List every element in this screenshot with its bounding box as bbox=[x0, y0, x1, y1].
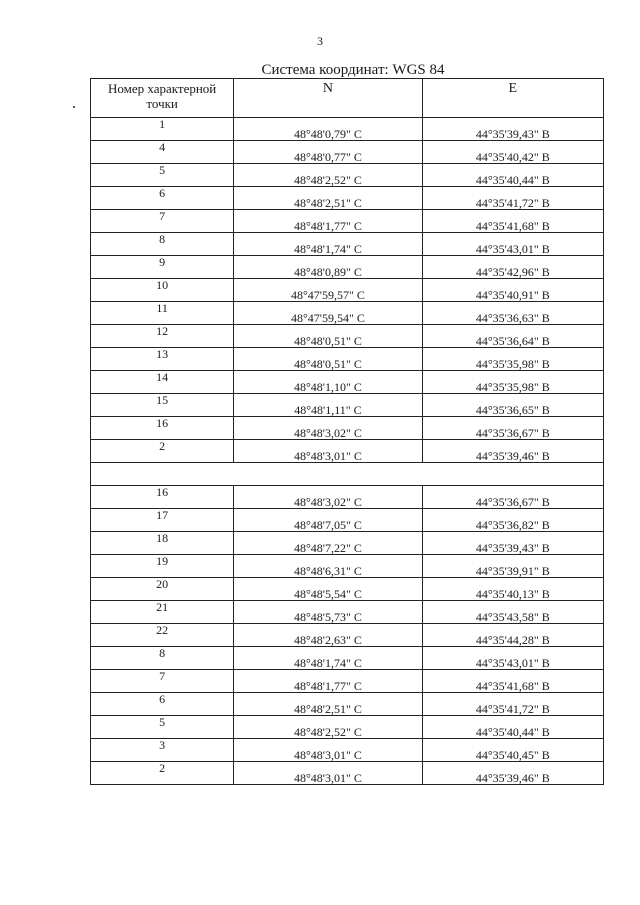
table-row bbox=[91, 187, 604, 210]
e-coordinate-cell: 44°35'36,82" В bbox=[422, 509, 603, 532]
point-number-cell: 8 bbox=[91, 647, 234, 670]
table-row bbox=[91, 164, 604, 187]
section-separator-row bbox=[91, 463, 604, 486]
e-coordinate-cell: 44°35'39,46" В bbox=[422, 440, 603, 463]
n-coordinate-cell: 48°48'1,77" С bbox=[234, 210, 422, 233]
n-coordinate-cell: 48°48'0,51" С bbox=[234, 348, 422, 371]
n-coordinate-cell: 48°48'2,52" С bbox=[234, 164, 422, 187]
point-number-cell: 14 bbox=[91, 371, 234, 394]
point-number-cell: 12 bbox=[91, 325, 234, 348]
table-row bbox=[91, 440, 604, 463]
point-number-cell: 22 bbox=[91, 624, 234, 647]
point-number-cell: 18 bbox=[91, 532, 234, 555]
n-coordinate-cell: 48°48'1,74" С bbox=[234, 647, 422, 670]
table-row bbox=[91, 417, 604, 440]
point-number-cell: 3 bbox=[91, 739, 234, 762]
e-coordinate-cell: 44°35'40,91" В bbox=[422, 279, 603, 302]
n-coordinate-cell: 48°48'7,22" С bbox=[234, 532, 422, 555]
table-row bbox=[91, 118, 604, 141]
table-row bbox=[91, 509, 604, 532]
e-coordinate-cell: 44°35'41,68" В bbox=[422, 210, 603, 233]
point-number-cell: 7 bbox=[91, 210, 234, 233]
e-coordinate-cell: 44°35'41,72" В bbox=[422, 187, 603, 210]
n-coordinate-cell: 48°48'0,79" С bbox=[234, 118, 422, 141]
n-coordinate-cell: 48°48'3,01" С bbox=[234, 762, 422, 785]
table-row bbox=[91, 624, 604, 647]
n-coordinate-cell: 48°48'2,63" С bbox=[234, 624, 422, 647]
n-coordinate-cell: 48°48'0,51" С bbox=[234, 325, 422, 348]
point-number-cell: 16 bbox=[91, 486, 234, 509]
table-row bbox=[91, 325, 604, 348]
table-row bbox=[91, 647, 604, 670]
n-coordinate-cell: 48°48'2,51" С bbox=[234, 187, 422, 210]
point-number-cell: 21 bbox=[91, 601, 234, 624]
n-coordinate-cell: 48°48'2,51" С bbox=[234, 693, 422, 716]
table-row bbox=[91, 348, 604, 371]
coordinate-system-title: Система координат: WGS 84 bbox=[261, 62, 445, 78]
e-coordinate-cell: 44°35'43,01" В bbox=[422, 233, 603, 256]
n-coordinate-cell: 48°48'7,05" С bbox=[234, 509, 422, 532]
table-row bbox=[91, 279, 604, 302]
table-row bbox=[91, 601, 604, 624]
e-coordinate-cell: 44°35'41,68" В bbox=[422, 670, 603, 693]
page-number: 3 bbox=[317, 34, 323, 48]
scan-dot bbox=[73, 106, 75, 108]
table-row bbox=[91, 394, 604, 417]
point-number-cell: 16 bbox=[91, 417, 234, 440]
e-coordinate-cell: 44°35'36,64" В bbox=[422, 325, 603, 348]
table-row bbox=[91, 256, 604, 279]
table-row bbox=[91, 762, 604, 785]
e-coordinate-cell: 44°35'39,46" В bbox=[422, 762, 603, 785]
n-coordinate-cell: 48°48'0,89" С bbox=[234, 256, 422, 279]
e-coordinate-cell: 44°35'36,67" В bbox=[422, 417, 603, 440]
n-coordinate-cell: 48°48'3,01" С bbox=[234, 739, 422, 762]
n-coordinate-cell: 48°48'3,01" С bbox=[234, 440, 422, 463]
e-coordinate-cell: 44°35'40,44" В bbox=[422, 716, 603, 739]
n-coordinate-cell: 48°48'3,02" С bbox=[234, 417, 422, 440]
table-row bbox=[91, 739, 604, 762]
separator-cell bbox=[91, 463, 604, 486]
e-coordinate-cell: 44°35'40,44" В bbox=[422, 164, 603, 187]
e-coordinate-cell: 44°35'35,98" В bbox=[422, 348, 603, 371]
e-coordinate-cell: 44°35'39,91" В bbox=[422, 555, 603, 578]
coordinates-table bbox=[90, 78, 604, 785]
table-row bbox=[91, 555, 604, 578]
table-row bbox=[91, 233, 604, 256]
point-number-cell: 5 bbox=[91, 716, 234, 739]
header-point-number: Номер характерной точки bbox=[91, 79, 234, 118]
e-coordinate-cell: 44°35'36,67" В bbox=[422, 486, 603, 509]
point-number-cell: 2 bbox=[91, 762, 234, 785]
table-row bbox=[91, 578, 604, 601]
table-header-row bbox=[91, 79, 604, 118]
n-coordinate-cell: 48°48'6,31" С bbox=[234, 555, 422, 578]
e-coordinate-cell: 44°35'36,65" В bbox=[422, 394, 603, 417]
point-number-cell: 19 bbox=[91, 555, 234, 578]
n-coordinate-cell: 48°48'5,54" С bbox=[234, 578, 422, 601]
point-number-cell: 2 bbox=[91, 440, 234, 463]
table-row bbox=[91, 302, 604, 325]
point-number-cell: 6 bbox=[91, 693, 234, 716]
e-coordinate-cell: 44°35'39,43" В bbox=[422, 118, 603, 141]
e-coordinate-cell: 44°35'39,43" В bbox=[422, 532, 603, 555]
e-coordinate-cell: 44°35'36,63" В bbox=[422, 302, 603, 325]
e-coordinate-cell: 44°35'43,01" В bbox=[422, 647, 603, 670]
n-coordinate-cell: 48°48'5,73" С bbox=[234, 601, 422, 624]
table-row bbox=[91, 210, 604, 233]
table-row bbox=[91, 693, 604, 716]
table-row bbox=[91, 716, 604, 739]
point-number-cell: 13 bbox=[91, 348, 234, 371]
e-coordinate-cell: 44°35'42,96" В bbox=[422, 256, 603, 279]
n-coordinate-cell: 48°48'1,11" С bbox=[234, 394, 422, 417]
e-coordinate-cell: 44°35'44,28" В bbox=[422, 624, 603, 647]
point-number-cell: 17 bbox=[91, 509, 234, 532]
e-coordinate-cell: 44°35'43,58" В bbox=[422, 601, 603, 624]
header-n: N bbox=[234, 79, 422, 118]
n-coordinate-cell: 48°47'59,57" С bbox=[234, 279, 422, 302]
point-number-cell: 4 bbox=[91, 141, 234, 164]
e-coordinate-cell: 44°35'40,42" В bbox=[422, 141, 603, 164]
table-row bbox=[91, 670, 604, 693]
n-coordinate-cell: 48°48'1,74" С bbox=[234, 233, 422, 256]
table-row bbox=[91, 141, 604, 164]
e-coordinate-cell: 44°35'35,98" В bbox=[422, 371, 603, 394]
n-coordinate-cell: 48°48'1,10" С bbox=[234, 371, 422, 394]
point-number-cell: 15 bbox=[91, 394, 234, 417]
point-number-cell: 20 bbox=[91, 578, 234, 601]
table-row bbox=[91, 371, 604, 394]
n-coordinate-cell: 48°47'59,54" С bbox=[234, 302, 422, 325]
point-number-cell: 5 bbox=[91, 164, 234, 187]
point-number-cell: 7 bbox=[91, 670, 234, 693]
e-coordinate-cell: 44°35'40,13" В bbox=[422, 578, 603, 601]
e-coordinate-cell: 44°35'40,45" В bbox=[422, 739, 603, 762]
n-coordinate-cell: 48°48'2,52" С bbox=[234, 716, 422, 739]
point-number-cell: 10 bbox=[91, 279, 234, 302]
point-number-cell: 1 bbox=[91, 118, 234, 141]
point-number-cell: 8 bbox=[91, 233, 234, 256]
e-coordinate-cell: 44°35'41,72" В bbox=[422, 693, 603, 716]
table-row bbox=[91, 532, 604, 555]
n-coordinate-cell: 48°48'3,02" С bbox=[234, 486, 422, 509]
point-number-cell: 9 bbox=[91, 256, 234, 279]
point-number-cell: 6 bbox=[91, 187, 234, 210]
header-e: E bbox=[422, 79, 603, 118]
table-row bbox=[91, 486, 604, 509]
n-coordinate-cell: 48°48'0,77" С bbox=[234, 141, 422, 164]
point-number-cell: 11 bbox=[91, 302, 234, 325]
n-coordinate-cell: 48°48'1,77" С bbox=[234, 670, 422, 693]
